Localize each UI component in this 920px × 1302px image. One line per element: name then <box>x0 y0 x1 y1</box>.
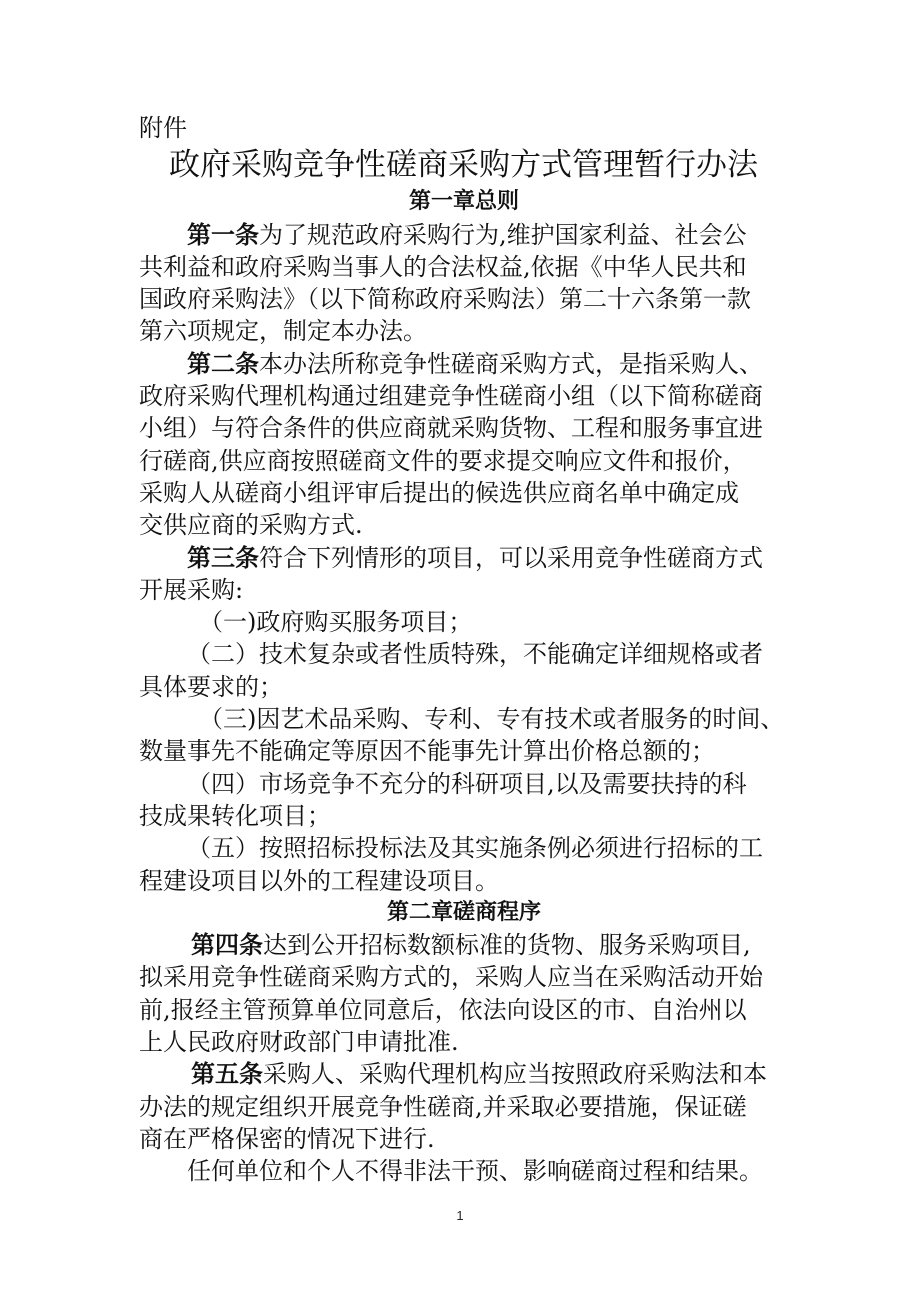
article-3-item-2-cont: 具体要求的； <box>139 672 283 701</box>
article-5-line-3: 商在严格保密的情况下进行. <box>139 1124 435 1153</box>
article-2-line-1: 第二条本办法所称竞争性磋商采购方式，是指采购人、 <box>187 349 763 378</box>
article-1-heading: 第一条 <box>187 220 259 249</box>
page-number: 1 <box>456 1208 464 1223</box>
article-2-line-2: 政府采购代理机构通过组建竞争性磋商小组（以下简称磋商 <box>139 382 763 411</box>
article-3-item-2: （二）技术复杂或者性质特殊，不能确定详细规格或者 <box>187 640 763 669</box>
article-3-item-4-cont: 技成果转化项目； <box>139 801 331 830</box>
article-2-heading: 第二条 <box>187 349 259 378</box>
article-2-line-3: 小组）与符合条件的供应商就采购货物、工程和服务事宜进 <box>139 414 763 443</box>
article-4-heading: 第四条 <box>191 931 263 960</box>
article-4-line-4: 上人民政府财政部门申请批准. <box>139 1028 459 1057</box>
article-4-line-2: 拟采用竞争性磋商采购方式的，采购人应当在采购活动开始 <box>139 963 763 992</box>
article-3-item-3: （三)因艺术品采购、专利、专有技术或者服务的时间、 <box>199 705 785 734</box>
article-2-line-6: 交供应商的采购方式. <box>139 511 363 540</box>
article-5-heading: 第五条 <box>191 1060 263 1089</box>
attachment-label: 附件 <box>139 114 187 142</box>
article-4-line-3: 前,报经主管预算单位同意后，依法向设区的市、自治州以 <box>139 995 747 1024</box>
article-3-line-1: 第三条符合下列情形的项目，可以采用竞争性磋商方式 <box>187 543 763 572</box>
document-page <box>139 112 789 1188</box>
article-1-line-2: 共利益和政府采购当事人的合法权益,依据《中华人民共和 <box>139 252 747 281</box>
article-4-line-1: 第四条达到公开招标数额标准的货物、服务采购项目, <box>191 931 751 960</box>
chapter-1-heading: 第一章总则 <box>408 189 519 215</box>
document-title: 政府采购竞争性磋商采购方式管理暂行办法 <box>169 147 758 184</box>
article-1-line-1: 第一条为了规范政府采购行为,维护国家利益、社会公 <box>187 220 747 249</box>
article-3-item-5-cont: 程建设项目以外的工程建设项目。 <box>139 866 499 895</box>
article-1-line-4: 第六项规定，制定本办法。 <box>139 317 427 346</box>
article-5-line-1: 第五条采购人、采购代理机构应当按照政府采购法和本 <box>191 1060 767 1089</box>
article-5-line-4: 任何单位和个人不得非法干预、影响磋商过程和结果。 <box>187 1157 763 1186</box>
article-5-line-2: 办法的规定组织开展竞争性磋商,并采取必要措施，保证磋 <box>139 1092 747 1121</box>
article-3-line-2: 开展采购: <box>139 575 244 604</box>
article-3-item-5: （五）按照招标投标法及其实施条例必须进行招标的工 <box>187 834 763 863</box>
article-3-heading: 第三条 <box>187 543 259 572</box>
article-3-item-4: （四）市场竞争不充分的科研项目,以及需要扶持的科 <box>187 769 747 798</box>
article-3-item-1: （一)政府购买服务项目； <box>199 608 473 637</box>
chapter-2-heading: 第二章磋商程序 <box>386 899 541 925</box>
article-1-line-3: 国政府采购法》（以下简称政府采购法）第二十六条第一款 <box>139 285 751 314</box>
article-2-line-4: 行磋商,供应商按照磋商文件的要求提交响应文件和报价， <box>139 446 747 475</box>
article-3-item-3-cont: 数量事先不能确定等原因不能事先计算出价格总额的； <box>139 737 715 766</box>
article-2-line-5: 采购人从磋商小组评审后提出的候选供应商名单中确定成 <box>139 478 739 507</box>
